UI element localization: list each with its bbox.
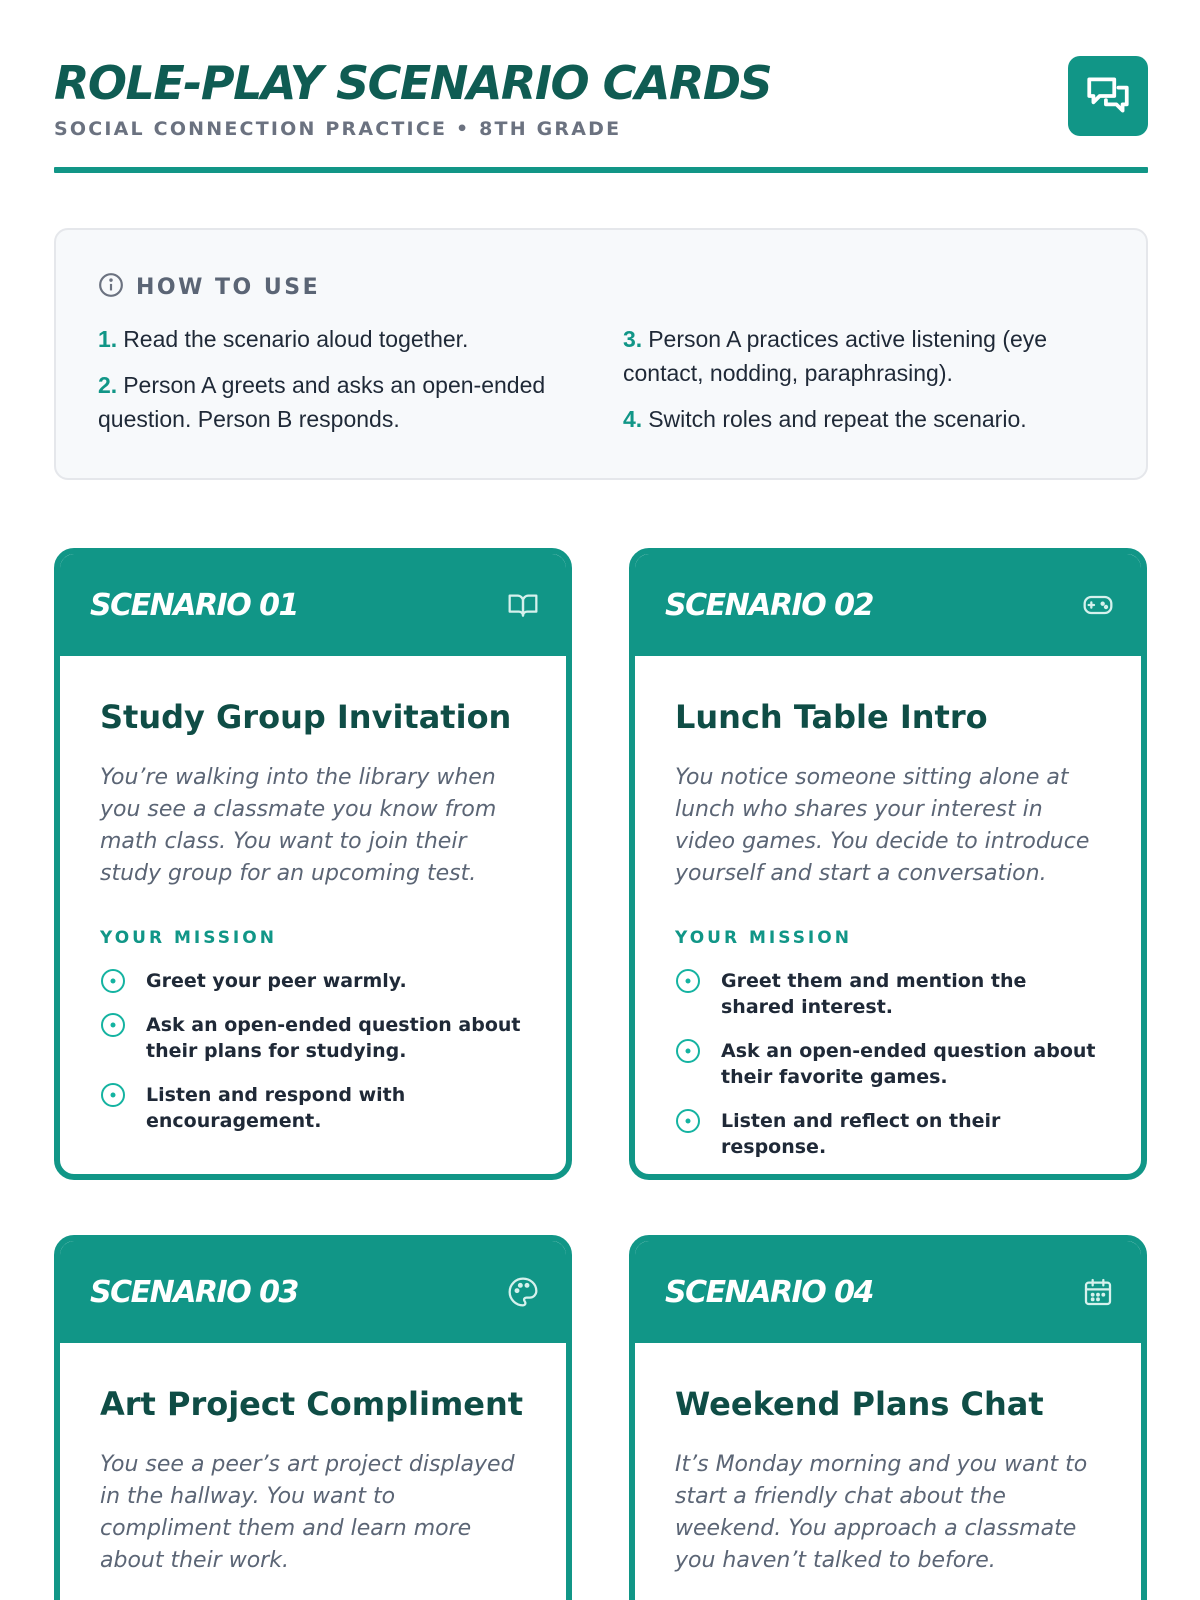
scenario-title: Art Project Compliment — [100, 1385, 524, 1423]
target-icon — [100, 1012, 126, 1038]
target-icon — [675, 1108, 701, 1134]
scenario-number: SCENARIO 01 — [90, 588, 298, 623]
steps-list — [98, 322, 1108, 448]
mission-text: Listen and reflect on their response. — [721, 1110, 1001, 1158]
step-item — [98, 368, 583, 436]
scenario-description: You’re walking into the library when you see a classmate you know from math class. You want to join their study group for an upcoming test. — [100, 765, 497, 886]
page-subtitle: SOCIAL CONNECTION PRACTICE • 8TH GRADE — [54, 118, 622, 140]
mission-list — [675, 968, 1101, 1160]
step-text: Person A greets and asks an open-ended question. Person B responds. — [98, 372, 546, 432]
mission-text: Ask an open-ended question about their favorite games. — [721, 1040, 1096, 1088]
steps-column-left — [98, 322, 583, 448]
scenario-description: You notice someone sitting alone at lunch who shares your interest in video games. You decide to introduce yourself and start a conversation. — [675, 765, 1090, 886]
scenario-title: Lunch Table Intro — [675, 698, 988, 736]
scenario-card-body — [635, 1343, 1141, 1600]
step-number: 1. — [98, 326, 118, 352]
steps-column-right — [623, 322, 1108, 448]
palette-icon — [506, 1275, 540, 1309]
mission-text: Ask an open-ended question about their plans for studying. — [146, 1014, 521, 1062]
page-title: ROLE-PLAY SCENARIO CARDS — [54, 56, 772, 110]
chat-bubbles-icon — [1068, 56, 1148, 136]
step-text: Switch roles and repeat the scenario. — [648, 406, 1027, 432]
step-number: 4. — [623, 406, 643, 432]
how-to-use-title: HOW TO USE — [136, 275, 321, 300]
mission-item — [675, 1108, 1101, 1160]
target-icon — [675, 968, 701, 994]
calendar-icon — [1081, 1275, 1115, 1309]
mission-item — [100, 1012, 526, 1064]
scenario-card-header — [635, 1241, 1141, 1343]
scenario-number: SCENARIO 02 — [665, 588, 873, 623]
step-text: Read the scenario aloud together. — [123, 326, 469, 352]
scenario-title: Weekend Plans Chat — [675, 1385, 1044, 1423]
mission-label: YOUR MISSION — [100, 928, 277, 948]
mission-item — [100, 1082, 526, 1134]
mission-item — [675, 1038, 1101, 1090]
scenario-title: Study Group Invitation — [100, 698, 512, 736]
mission-text: Greet your peer warmly. — [146, 970, 407, 992]
mission-text: Listen and respond with encouragement. — [146, 1084, 406, 1132]
scenario-card — [629, 1235, 1147, 1600]
book-icon — [506, 588, 540, 622]
scenario-description: It’s Monday morning and you want to start a friendly chat about the weekend. You approach a classmate you haven’t talked to before. — [675, 1452, 1088, 1573]
mission-item — [675, 968, 1101, 1020]
scenario-card-body — [635, 656, 1141, 1180]
scenario-card — [54, 1235, 572, 1600]
mission-text: Greet them and mention the shared interest. — [721, 970, 1027, 1018]
scenario-card-header — [635, 554, 1141, 656]
how-to-use-header — [98, 272, 320, 303]
scenario-card — [629, 548, 1147, 1180]
step-item — [98, 322, 583, 356]
scenario-number: SCENARIO 04 — [665, 1275, 873, 1310]
page-header — [54, 52, 1148, 174]
step-item — [623, 402, 1108, 436]
gamepad-icon — [1081, 588, 1115, 622]
mission-list — [100, 968, 526, 1134]
scenario-description: You see a peer’s art project displayed in the hallway. You want to compliment them and learn more about their work. — [100, 1452, 515, 1573]
scenario-card-header — [60, 554, 566, 656]
step-text: Person A practices active listening (eye contact, nodding, paraphrasing). — [623, 326, 1048, 386]
target-icon — [675, 1038, 701, 1064]
how-to-use-panel — [54, 228, 1148, 480]
scenario-card-header — [60, 1241, 566, 1343]
scenario-card — [54, 548, 572, 1180]
step-item — [623, 322, 1108, 390]
step-number: 3. — [623, 326, 643, 352]
scenario-number: SCENARIO 03 — [90, 1275, 298, 1310]
scenario-card-body — [60, 1343, 566, 1600]
mission-label: YOUR MISSION — [675, 928, 852, 948]
scenario-card-body — [60, 656, 566, 1180]
header-divider — [54, 167, 1148, 173]
target-icon — [100, 968, 126, 994]
target-icon — [100, 1082, 126, 1108]
step-number: 2. — [98, 372, 118, 398]
info-icon — [98, 272, 124, 303]
mission-item — [100, 968, 526, 994]
